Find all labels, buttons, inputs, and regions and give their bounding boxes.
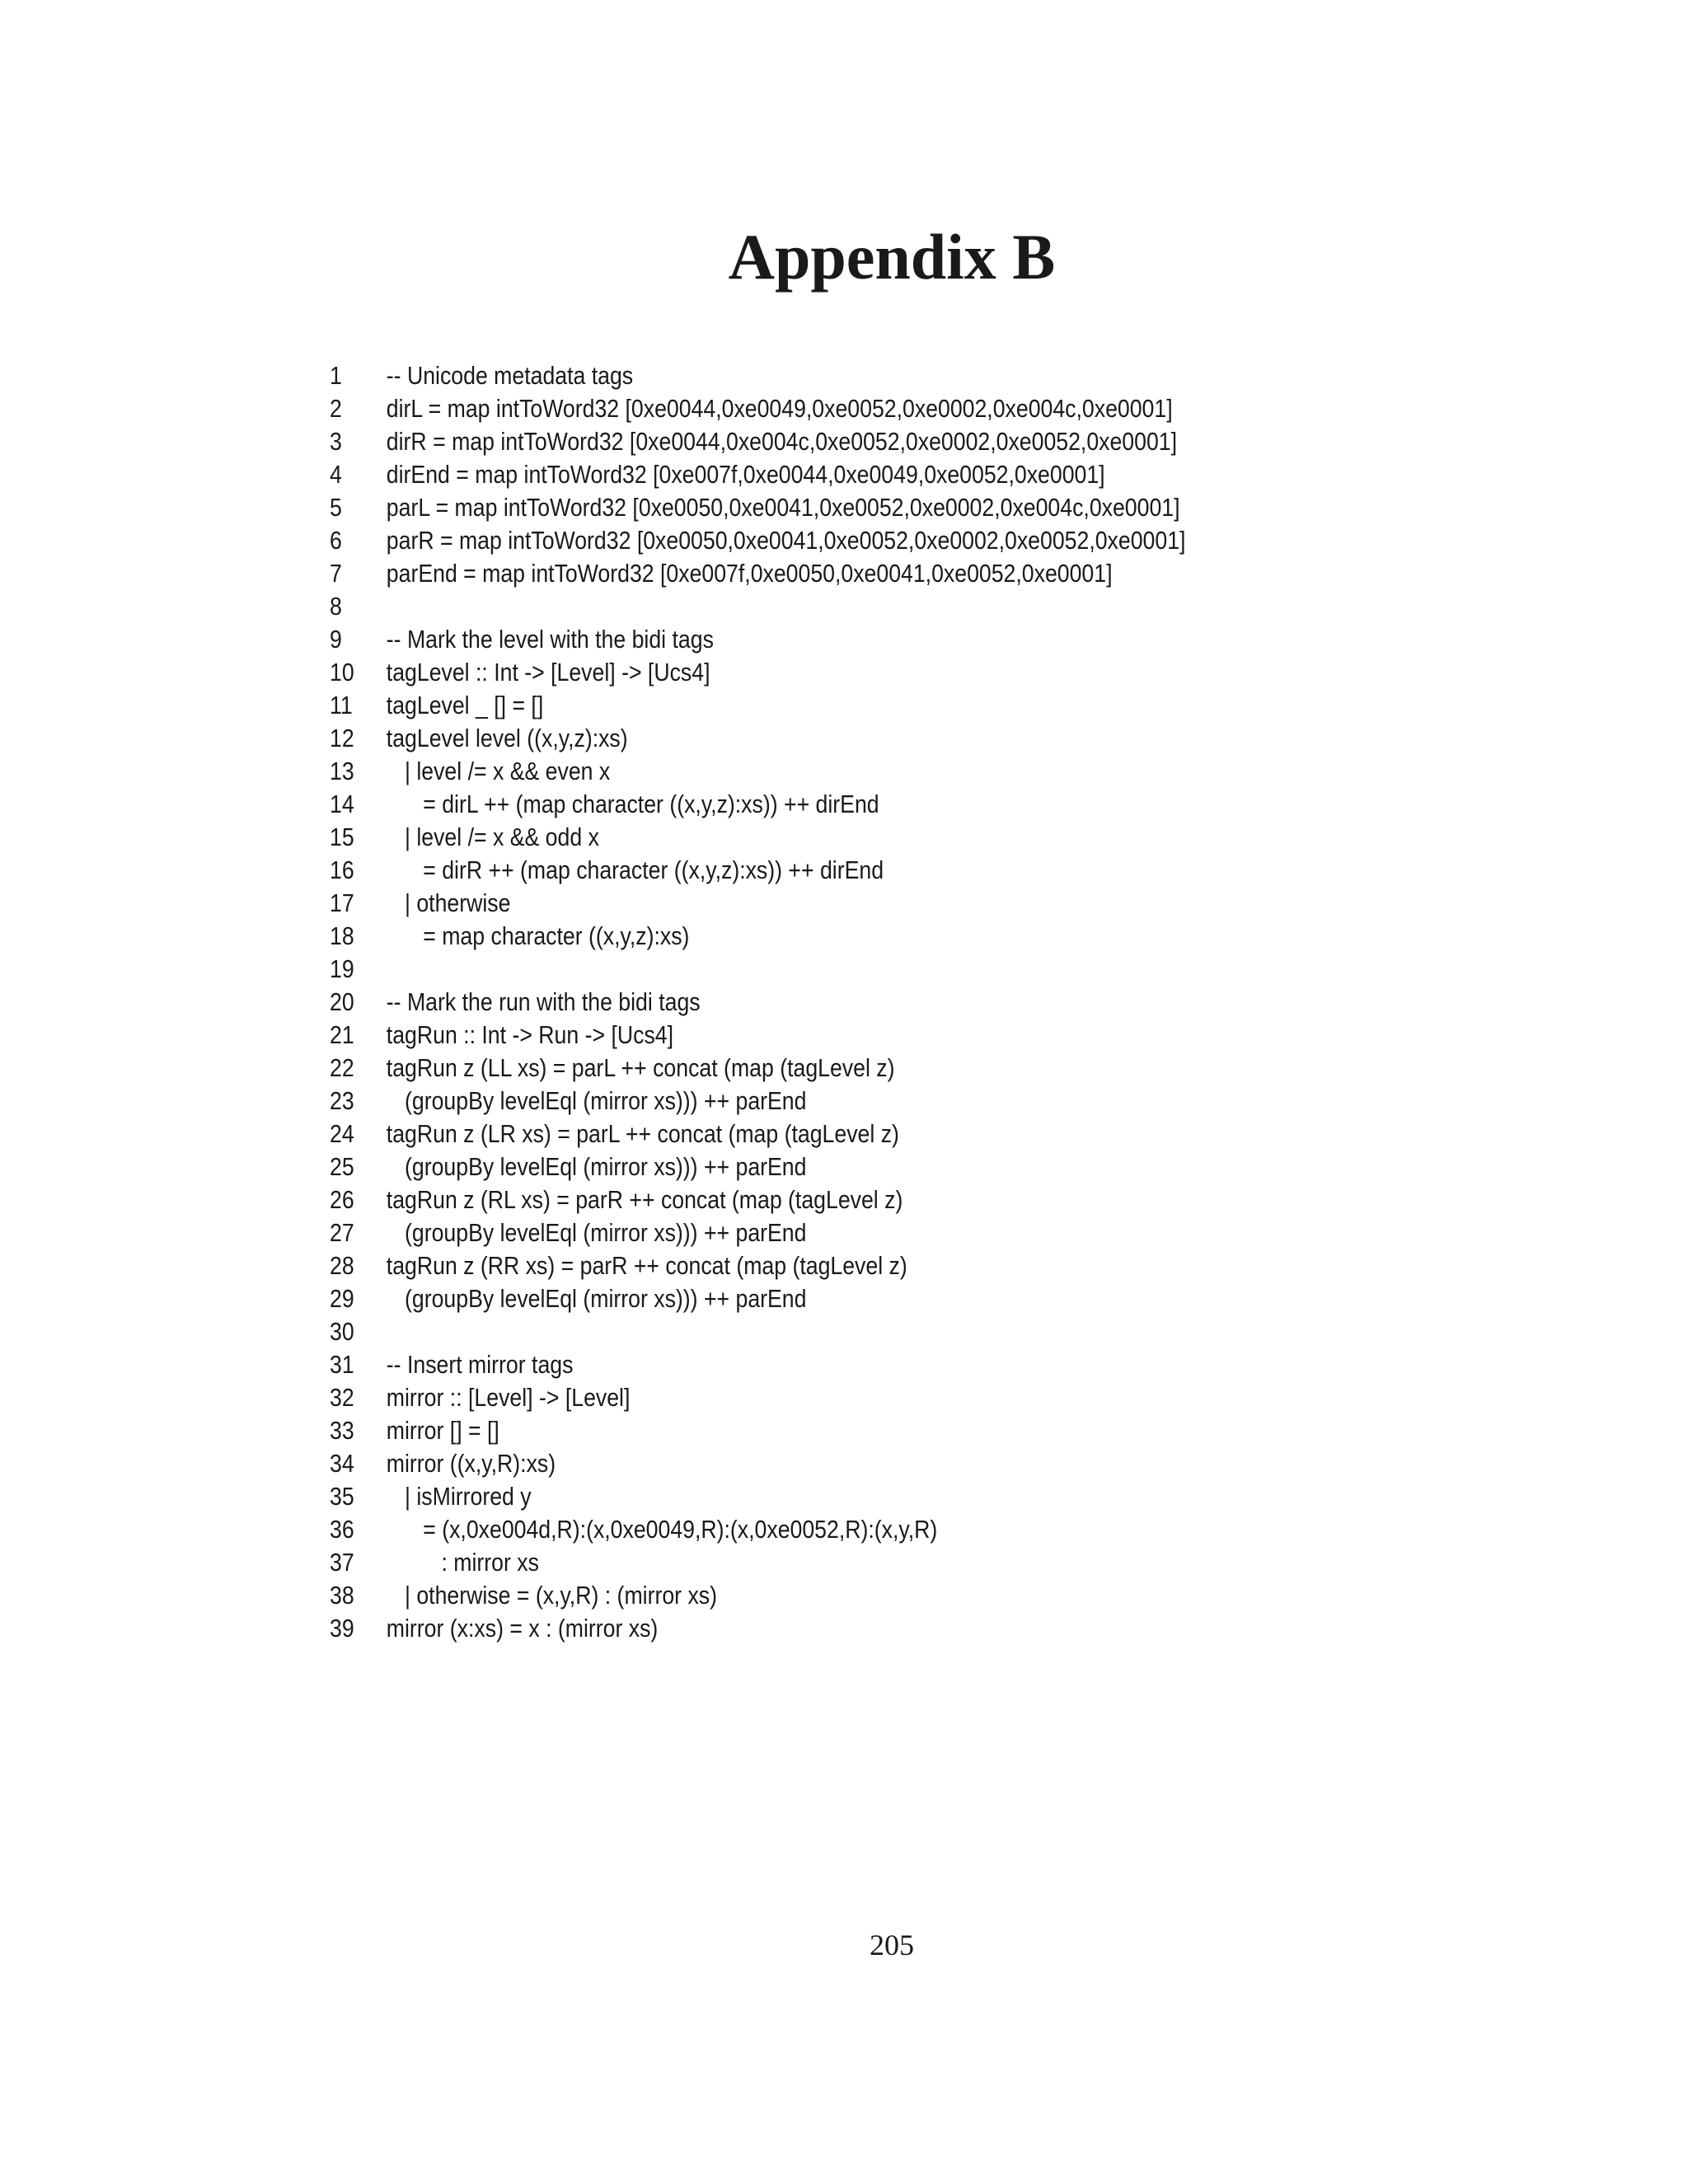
line-number: 7 xyxy=(330,559,342,588)
line-number: 36 xyxy=(330,1515,354,1544)
code-line-13 xyxy=(330,755,1393,788)
line-text: -- Mark the level with the bidi tags xyxy=(386,625,714,654)
line-number: 32 xyxy=(330,1383,354,1412)
line-text: | isMirrored y xyxy=(386,1482,532,1511)
line-number: 25 xyxy=(330,1152,354,1181)
code-line-15 xyxy=(330,821,1393,854)
code-line-30 xyxy=(330,1315,1393,1348)
line-number: 1 xyxy=(330,361,342,390)
line-number: 28 xyxy=(330,1251,354,1280)
line-text: (groupBy levelEql (mirror xs))) ++ parEnd xyxy=(386,1086,807,1115)
code-line-9 xyxy=(330,623,1393,656)
line-text: parEnd = map intToWord32 [0xe007f,0xe0050,0xe0041,0xe0052,0xe0001] xyxy=(386,559,1113,588)
line-number: 17 xyxy=(330,888,354,917)
line-text xyxy=(387,953,1393,986)
line-text: tagRun :: Int -> Run -> [Ucs4] xyxy=(386,1020,674,1049)
line-number: 35 xyxy=(330,1482,354,1511)
line-number: 9 xyxy=(330,625,342,654)
code-line-33 xyxy=(330,1414,1393,1447)
code-line-19 xyxy=(330,953,1393,986)
line-number: 20 xyxy=(330,987,354,1016)
line-text: dirEnd = map intToWord32 [0xe007f,0xe0044,0xe0049,0xe0052,0xe0001] xyxy=(386,460,1105,489)
line-number: 23 xyxy=(330,1086,354,1115)
line-text xyxy=(387,590,1393,623)
line-number: 29 xyxy=(330,1284,354,1313)
line-number: 18 xyxy=(330,921,354,950)
line-number: 37 xyxy=(330,1548,354,1577)
line-text: mirror (x:xs) = x : (mirror xs) xyxy=(386,1614,659,1643)
code-line-29 xyxy=(330,1282,1393,1315)
line-text: -- Mark the run with the bidi tags xyxy=(386,987,701,1016)
line-number: 22 xyxy=(330,1053,354,1082)
line-text: tagLevel _ [] = [] xyxy=(386,691,544,719)
code-line-18 xyxy=(330,920,1393,953)
line-number: 14 xyxy=(330,790,354,818)
code-line-27 xyxy=(330,1216,1393,1249)
line-number: 12 xyxy=(330,724,354,752)
code-line-28 xyxy=(330,1249,1393,1282)
page-number: 205 xyxy=(870,1929,914,1961)
code-line-16 xyxy=(330,854,1393,887)
line-text: tagLevel level ((x,y,z):xs) xyxy=(386,724,628,752)
line-text: = dirL ++ (map character ((x,y,z):xs)) ++ dirEnd xyxy=(386,790,879,818)
code-line-12 xyxy=(330,722,1393,755)
line-number: 4 xyxy=(330,460,342,489)
code-line-22 xyxy=(330,1052,1393,1085)
code-line-2 xyxy=(330,392,1393,425)
line-number: 15 xyxy=(330,823,354,851)
line-number: 16 xyxy=(330,855,354,884)
line-text: mirror :: [Level] -> [Level] xyxy=(386,1383,631,1412)
code-line-8 xyxy=(330,590,1393,623)
code-line-5 xyxy=(330,491,1393,524)
line-number: 6 xyxy=(330,526,342,555)
code-line-37 xyxy=(330,1546,1393,1579)
line-text: | otherwise xyxy=(386,888,511,917)
line-text: tagRun z (LL xs) = parL ++ concat (map (tagLevel z) xyxy=(386,1053,895,1082)
code-line-4 xyxy=(330,458,1393,491)
line-text: = (x,0xe004d,R):(x,0xe0049,R):(x,0xe0052,R):(x,y,R) xyxy=(386,1515,938,1544)
line-text: mirror ((x,y,R):xs) xyxy=(386,1449,556,1478)
code-line-20 xyxy=(330,986,1393,1019)
line-number: 21 xyxy=(330,1020,354,1049)
line-number: 30 xyxy=(330,1317,354,1346)
code-line-17 xyxy=(330,887,1393,920)
line-text: | otherwise = (x,y,R) : (mirror xs) xyxy=(386,1581,717,1610)
line-number: 24 xyxy=(330,1119,354,1148)
line-number: 19 xyxy=(330,954,354,983)
code-line-39 xyxy=(330,1612,1393,1645)
code-line-31 xyxy=(330,1348,1393,1381)
code-line-25 xyxy=(330,1151,1393,1183)
line-number: 2 xyxy=(330,394,342,423)
line-text: parR = map intToWord32 [0xe0050,0xe0041,0xe0052,0xe0002,0xe0052,0xe0001] xyxy=(386,526,1186,555)
line-text: | level /= x && odd x xyxy=(386,823,599,851)
line-text: tagRun z (RR xs) = parR ++ concat (map (tagLevel z) xyxy=(386,1251,907,1280)
line-text: (groupBy levelEql (mirror xs))) ++ parEnd xyxy=(386,1218,807,1247)
line-number: 38 xyxy=(330,1581,354,1610)
line-number: 11 xyxy=(330,691,353,719)
code-line-26 xyxy=(330,1183,1393,1216)
code-line-7 xyxy=(330,557,1393,590)
line-text: mirror [] = [] xyxy=(386,1416,499,1445)
line-number: 34 xyxy=(330,1449,354,1478)
line-text: : mirror xs xyxy=(386,1548,539,1577)
line-number: 31 xyxy=(330,1350,354,1379)
line-text: -- Insert mirror tags xyxy=(386,1350,574,1379)
line-number: 5 xyxy=(330,493,342,522)
line-text: | level /= x && even x xyxy=(386,757,611,785)
line-text: tagRun z (RL xs) = parR ++ concat (map (tagLevel z) xyxy=(386,1185,903,1214)
code-line-3 xyxy=(330,425,1393,458)
line-number: 8 xyxy=(330,592,342,621)
line-number: 33 xyxy=(330,1416,354,1445)
code-line-11 xyxy=(330,689,1393,722)
line-number: 26 xyxy=(330,1185,354,1214)
code-line-34 xyxy=(330,1447,1393,1480)
code-line-14 xyxy=(330,788,1393,821)
line-text: parL = map intToWord32 [0xe0050,0xe0041,0xe0052,0xe0002,0xe004c,0xe0001] xyxy=(386,493,1180,522)
line-text: = map character ((x,y,z):xs) xyxy=(386,921,690,950)
code-line-23 xyxy=(330,1085,1393,1118)
line-text: tagLevel :: Int -> [Level] -> [Ucs4] xyxy=(386,658,710,687)
code-line-36 xyxy=(330,1513,1393,1546)
line-text: dirR = map intToWord32 [0xe0044,0xe004c,0xe0052,0xe0002,0xe0052,0xe0001] xyxy=(386,427,1178,456)
code-line-32 xyxy=(330,1381,1393,1414)
line-text: dirL = map intToWord32 [0xe0044,0xe0049,0xe0052,0xe0002,0xe004c,0xe0001] xyxy=(386,394,1173,423)
code-line-6 xyxy=(330,524,1393,557)
code-line-21 xyxy=(330,1019,1393,1052)
line-number: 3 xyxy=(330,427,342,456)
code-line-35 xyxy=(330,1480,1393,1513)
line-text: -- Unicode metadata tags xyxy=(386,361,634,390)
line-number: 10 xyxy=(330,658,354,687)
line-number: 13 xyxy=(330,757,354,785)
line-text: tagRun z (LR xs) = parL ++ concat (map (tagLevel z) xyxy=(386,1119,899,1148)
code-line-38 xyxy=(330,1579,1393,1612)
line-text: (groupBy levelEql (mirror xs))) ++ parEnd xyxy=(386,1284,807,1313)
line-text: = dirR ++ (map character ((x,y,z):xs)) ++ dirEnd xyxy=(386,855,884,884)
code-line-1 xyxy=(330,359,1393,392)
code-line-24 xyxy=(330,1118,1393,1151)
line-text: (groupBy levelEql (mirror xs))) ++ parEnd xyxy=(386,1152,807,1181)
code-line-10 xyxy=(330,656,1393,689)
page-title: Appendix B xyxy=(728,221,1056,293)
code-listing xyxy=(330,359,1393,1645)
line-text xyxy=(387,1315,1393,1348)
line-number: 27 xyxy=(330,1218,354,1247)
line-number: 39 xyxy=(330,1614,354,1643)
